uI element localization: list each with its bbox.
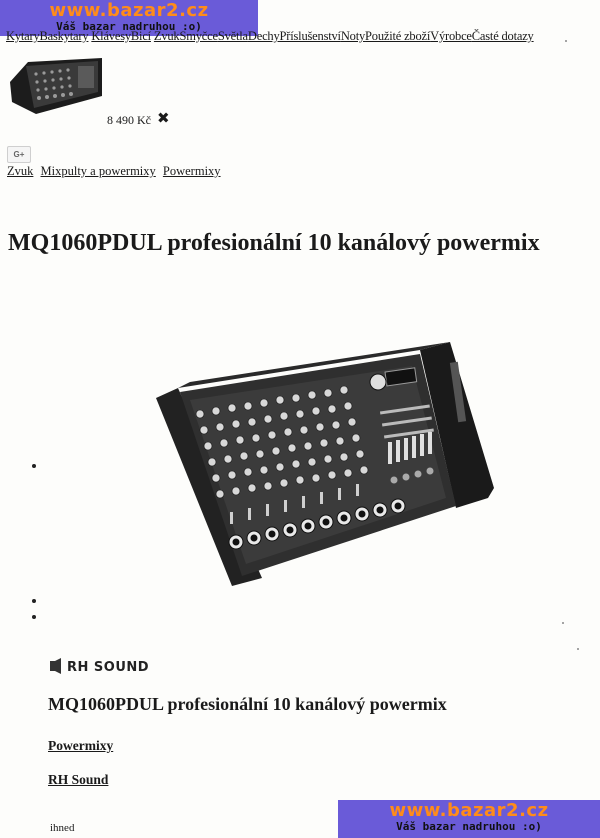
nav-item-kytary[interactable]: Kytary xyxy=(6,29,40,43)
nav-item-klavesy[interactable]: Klávesy xyxy=(91,29,131,43)
breadcrumb-item-powermixy[interactable]: Powermixy xyxy=(162,164,221,178)
banner-tagline: Váš bazar nadruhou :o) xyxy=(396,820,542,833)
product-image[interactable] xyxy=(150,338,498,586)
site-banner-bottom[interactable] xyxy=(338,800,600,838)
category-nav xyxy=(6,29,600,44)
nav-item-prislusenstvi[interactable]: Příslušenství xyxy=(279,29,341,43)
gallery-bullet[interactable] xyxy=(32,464,36,468)
breadcrumb-item-mixpulty[interactable]: Mixpulty a powermixy xyxy=(40,164,156,178)
nav-item-noty[interactable]: Noty xyxy=(340,29,366,43)
gallery-bullet[interactable] xyxy=(32,599,36,603)
nav-item-svetla[interactable]: Světla xyxy=(217,29,248,43)
scan-artifact xyxy=(562,622,564,624)
banner-url: www.bazar2.cz xyxy=(49,0,209,21)
nav-item-baskytary[interactable]: Baskytary xyxy=(39,29,89,43)
nav-item-bici[interactable]: Bicí xyxy=(130,29,151,43)
gplus-share-button[interactable]: G+ xyxy=(7,146,31,163)
breadcrumb xyxy=(7,164,225,179)
banner-tagline: Váš bazar nadruhou :o) xyxy=(56,20,202,33)
nav-item-vyrobce[interactable]: Výrobce xyxy=(430,29,472,43)
brand-logo-text: RH SOUND xyxy=(67,660,150,674)
breadcrumb-item-zvuk[interactable]: Zvuk xyxy=(7,164,34,178)
nav-item-zvuk[interactable]: Zvuk xyxy=(153,29,180,43)
close-icon[interactable]: ✖ xyxy=(157,109,170,127)
scan-artifact xyxy=(577,648,579,650)
nav-item-dechy[interactable]: Dechy xyxy=(247,29,280,43)
page-title: MQ1060PDUL profesionální 10 kanálový powermix xyxy=(8,230,540,256)
brand-link[interactable]: RH Sound xyxy=(48,772,109,787)
nav-item-pouzite-zbozi[interactable]: Použité zboží xyxy=(365,29,431,43)
banner-url: www.bazar2.cz xyxy=(389,800,549,821)
scan-artifact xyxy=(565,40,567,42)
category-link[interactable]: Powermixy xyxy=(48,738,114,753)
rh-sound-logo xyxy=(50,658,170,674)
product-subtitle: MQ1060PDUL profesionální 10 kanálový powermix xyxy=(48,694,447,714)
gallery-bullet[interactable] xyxy=(32,615,36,619)
cart-price: 8 490 Kč xyxy=(107,113,151,127)
nav-item-caste-dotazy[interactable]: Časté dotazy xyxy=(471,29,534,43)
nav-item-smycce[interactable]: Smyčce xyxy=(179,29,218,43)
cart-product-thumbnail[interactable] xyxy=(6,52,106,118)
availability-status: ihned xyxy=(50,822,75,834)
